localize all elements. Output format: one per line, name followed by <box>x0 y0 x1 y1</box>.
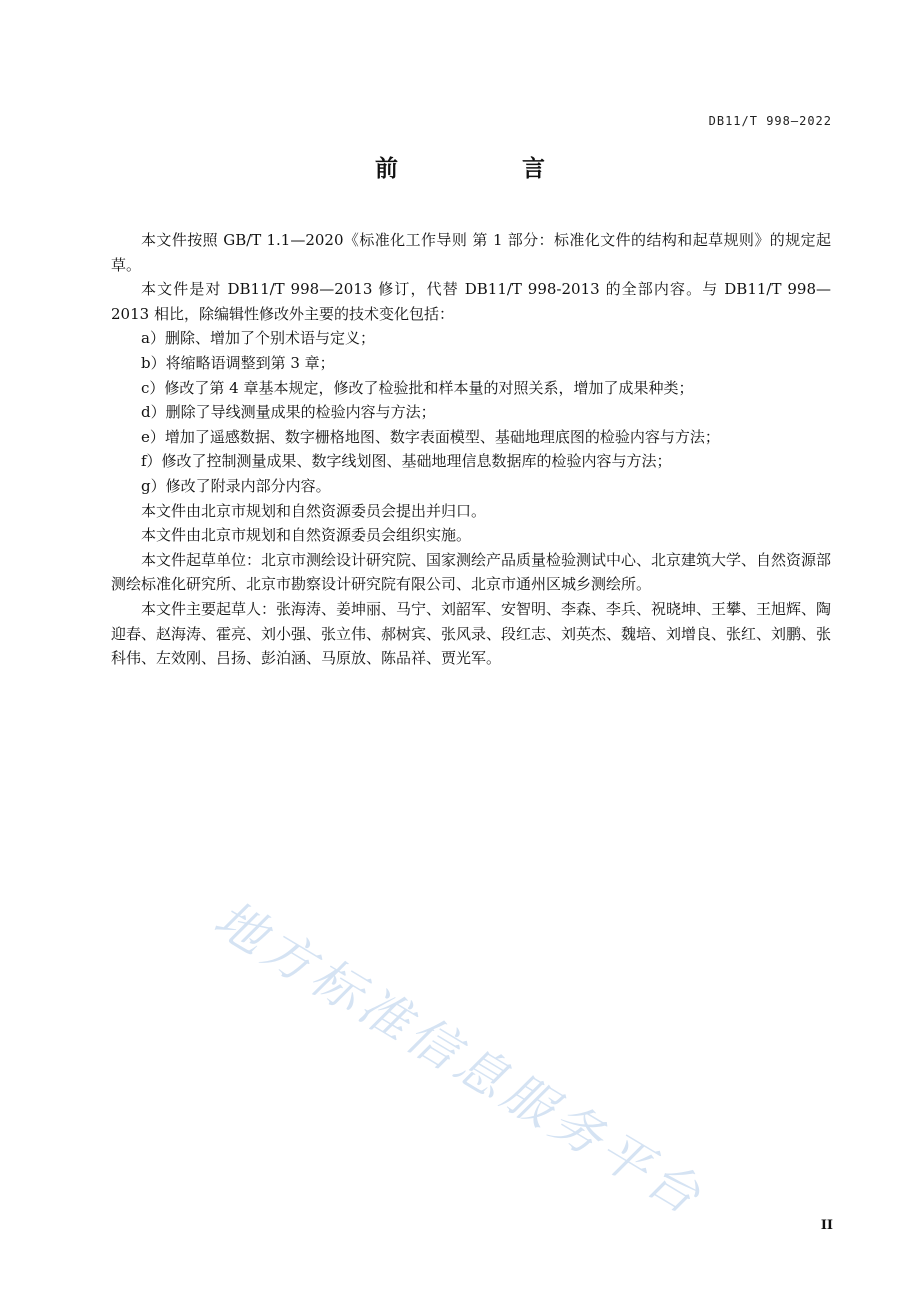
paragraph-proposed-by: 本文件由北京市规划和自然资源委员会提出并归口。 <box>141 501 487 520</box>
change-item-g: g）修改了附录内部分内容。 <box>141 476 331 495</box>
page-number: II <box>820 1218 833 1233</box>
page-title: 前 言 <box>374 156 603 182</box>
paragraph-drafters: 本文件主要起草人：张海涛、姜坤丽、马宁、刘韶军、安智明、李森、李兵、祝晓坤、王攀、王旭辉、陶迎春、赵海涛、霍亮、刘小强、张立伟、郝树宾、张风录、段红志、刘英杰、魏培、刘增良、张红、刘鹏、张科伟、左效刚、吕扬、彭泊涵、马原放、陈品祥、贾光军。 <box>111 599 832 668</box>
change-item-b: b）将缩略语调整到第 3 章； <box>141 353 335 372</box>
change-item-f: f）修改了控制测量成果、数字线划图、基础地理信息数据库的检验内容与方法； <box>141 452 672 471</box>
foreword-body <box>111 228 831 671</box>
document-code: DB11/T 998—2022 <box>708 114 832 128</box>
paragraph-implemented-by: 本文件由北京市规划和自然资源委员会组织实施。 <box>141 526 472 545</box>
paragraph-drafting-rules: 本文件按照 GB/T 1.1—2020《标准化工作导则 第 1 部分：标准化文件的结构和起草规则》的规定起草。 <box>111 231 831 274</box>
change-item-c: c）修改了第 4 章基本规定，修改了检验批和样本量的对照关系，增加了成果种类； <box>141 378 694 397</box>
paragraph-revision-note: 本文件是对 DB11/T 998—2013 修订，代替 DB11/T 998-2013 的全部内容。与 DB11/T 998—2013 相比，除编辑性修改外主要的技术变化包括： <box>111 280 831 323</box>
change-item-a: a）删除、增加了个别术语与定义； <box>141 329 375 348</box>
change-item-e: e）增加了遥感数据、数字栅格地图、数字表面模型、基础地理底图的检验内容与方法； <box>141 427 720 446</box>
change-item-d: d）删除了导线测量成果的检验内容与方法； <box>141 403 436 422</box>
paragraph-drafting-units: 本文件起草单位：北京市测绘设计研究院、国家测绘产品质量检验测试中心、北京建筑大学、自然资源部测绘标准化研究所、北京市勘察设计研究院有限公司、北京市通州区城乡测绘所。 <box>111 550 832 594</box>
watermark: 地方标准信息服务平台 <box>204 889 715 1228</box>
